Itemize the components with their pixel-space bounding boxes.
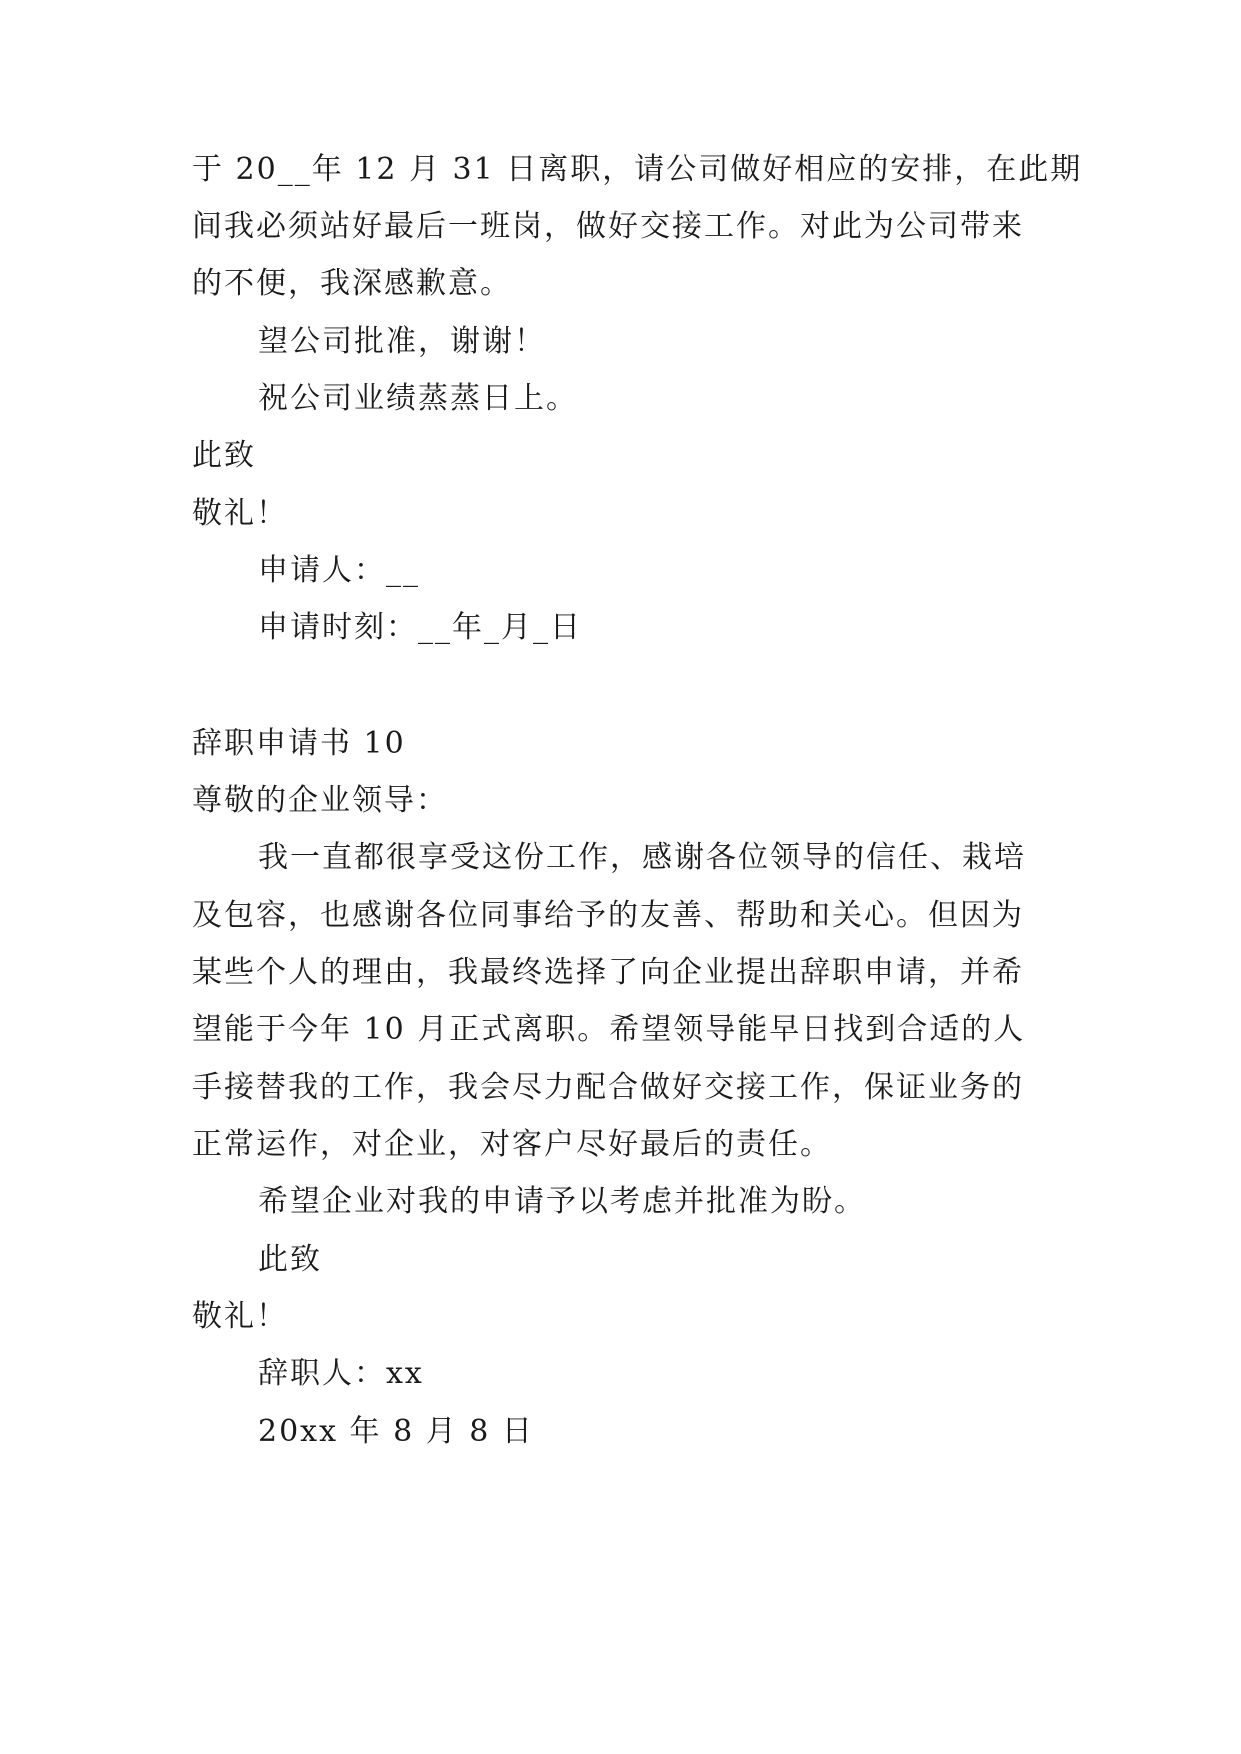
salutation-line: 敬礼！	[192, 496, 288, 531]
closing-line: 此致	[192, 438, 256, 473]
salutation-line: 敬礼！	[192, 1299, 288, 1334]
date-line: 申请时刻：__年_月_日	[258, 610, 582, 645]
paragraph-line: 手接替我的工作，我会尽力配合做好交接工作，保证业务的	[192, 1070, 1024, 1105]
paragraph-line: 于 20__年 12 月 31 日离职，请公司做好相应的安排，在此期	[192, 152, 1083, 187]
paragraph-line: 间我必须站好最后一班岗，做好交接工作。对此为公司带来	[192, 209, 1024, 244]
request-line: 希望企业对我的申请予以考虑并批准为盼。	[258, 1184, 866, 1219]
greeting-line: 尊敬的企业领导：	[192, 783, 448, 818]
date-line: 20xx 年 8 月 8 日	[258, 1414, 534, 1449]
paragraph-line: 我一直都很享受这份工作，感谢各位领导的信任、栽培	[258, 840, 1026, 875]
resignee-line: 辞职人：xx	[258, 1356, 424, 1391]
wish-line: 祝公司业绩蒸蒸日上。	[258, 381, 578, 416]
paragraph-line: 望能于今年 10 月正式离职。希望领导能早日找到合适的人	[192, 1012, 1026, 1047]
paragraph-line: 及包容，也感谢各位同事给予的友善、帮助和关心。但因为	[192, 898, 1024, 933]
paragraph-line: 某些个人的理由，我最终选择了向企业提出辞职申请，并希	[192, 955, 1024, 990]
request-approval-line: 望公司批准，谢谢！	[258, 324, 546, 359]
applicant-line: 申请人：__	[258, 553, 420, 588]
section-title: 辞职申请书 10	[192, 726, 406, 761]
paragraph-line: 的不便，我深感歉意。	[192, 266, 512, 301]
paragraph-line: 正常运作，对企业，对客户尽好最后的责任。	[192, 1127, 832, 1162]
closing-line: 此致	[258, 1242, 322, 1277]
